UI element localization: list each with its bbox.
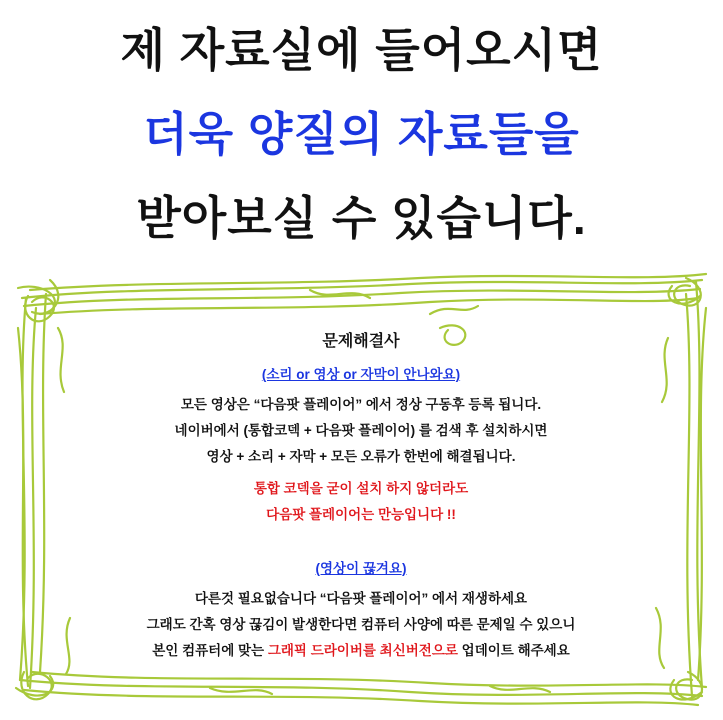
headline-line-3: 받아보실 수 있습니다. <box>136 192 587 244</box>
content-title: 문제해결사 <box>322 333 400 350</box>
section1-line-2: 네이버에서 (통합코덱 + 다음팟 플레이어) 를 검색 후 설치하시면 <box>174 423 548 438</box>
section2-last-line <box>46 638 676 664</box>
headline-line-1: 제 자료실에 들어오시면 <box>120 24 603 76</box>
last-line-highlight: 그래픽 드라이버를 최신버전으로 <box>267 643 458 658</box>
section1-emphasis-2: 다음팟 플레이어는 만능입니다 !! <box>266 507 456 522</box>
section1-emphasis-1: 통합 코덱을 굳이 설치 하지 않더라도 <box>253 481 469 496</box>
section1-line-3: 영상 + 소리 + 자막 + 모든 오류가 한번에 해결됩니다. <box>206 449 516 464</box>
section1-line-1: 모든 영상은 “다음팟 플레이어” 에서 정상 구동후 등록 됩니다. <box>180 397 542 412</box>
section2-line-1: 다른것 필요없습니다 “다음팟 플레이어” 에서 재생하세요 <box>194 591 528 606</box>
headline-line-2: 더욱 양질의 자료들을 <box>143 108 580 160</box>
section1-heading: (소리 or 영상 or 자막이 안나와요) <box>261 367 461 382</box>
last-line-prefix: 본인 컴퓨터에 맞는 <box>152 643 268 658</box>
section2-line-2: 그래도 간혹 영상 끊김이 발생한다면 컴퓨터 사양에 따른 문제일 수 있으니 <box>146 617 576 632</box>
last-line-suffix: 업데이트 해주세요 <box>457 643 570 658</box>
section2-heading: (영상이 끊겨요) <box>315 561 407 576</box>
spacer-2 <box>46 528 676 558</box>
headline-block <box>0 8 723 260</box>
content-block <box>46 330 676 664</box>
